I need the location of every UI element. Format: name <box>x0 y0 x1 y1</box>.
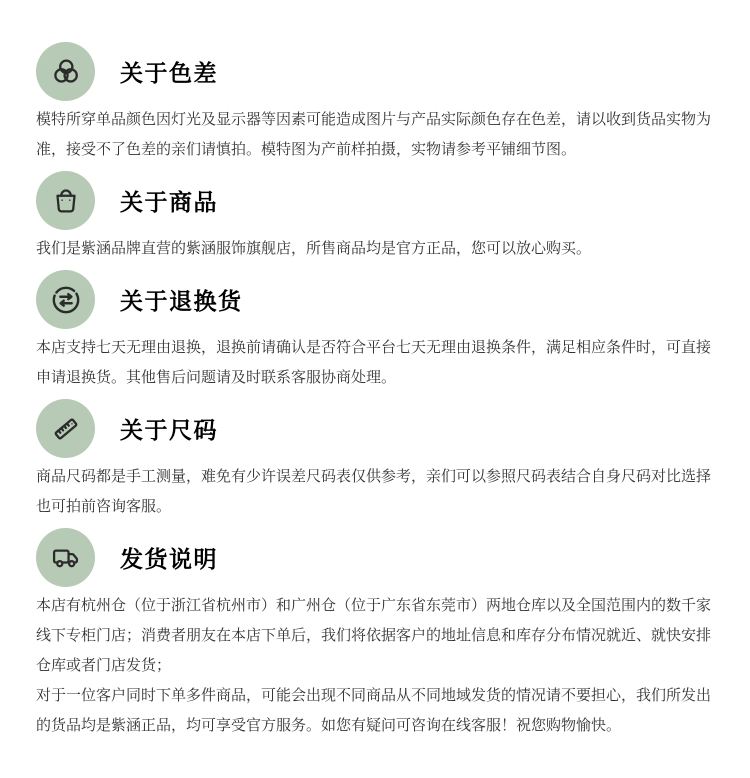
section-sizing <box>36 399 714 522</box>
icon-circle <box>36 528 95 587</box>
section-paragraph: 商品尺码都是手工测量，难免有少许误差尺码表仅供参考，亲们可以参照尺码表结合自身尺码对比选择也可拍前咨询客服。 <box>36 468 712 515</box>
section-title: 发货说明 <box>120 546 218 572</box>
ruler-icon <box>49 412 83 446</box>
section-paragraph: 本店支持七天无理由退换，退换前请确认是否符合平台七天无理由退换条件，满足相应条件时，可直接申请退换货。其他售后问题请及时联系客服协商处理。 <box>36 339 712 386</box>
section-title: 关于色差 <box>120 60 218 86</box>
section-shipping <box>36 528 714 741</box>
icon-circle <box>36 399 95 458</box>
section-paragraph: 我们是紫涵品牌直营的紫涵服饰旗舰店，所售商品均是官方正品，您可以放心购买。 <box>36 240 592 257</box>
shopping-bag-icon <box>49 184 83 218</box>
section-title: 关于商品 <box>120 189 218 215</box>
section-paragraph: 对于一位客户同时下单多件商品，可能会出现不同商品从不同地域发货的情况请不要担心，我们所发出的货品均是紫涵正品，均可享受官方服务。如您有疑问可咨询在线客服！祝您购物愉快。 <box>36 687 712 734</box>
section-body <box>36 462 714 522</box>
section-paragraph: 本店有杭州仓（位于浙江省杭州市）和广州仓（位于广东省东莞市）两地仓库以及全国范围内的数千家线下专柜门店；消费者朋友在本店下单后，我们将依据客户的地址信息和库存分布情况就近、就快安排仓库或者门店发货； <box>36 597 712 674</box>
color-circles-icon <box>49 55 83 89</box>
icon-circle <box>36 171 95 230</box>
section-header <box>36 270 714 329</box>
delivery-truck-icon <box>49 541 83 575</box>
section-body <box>36 234 714 264</box>
section-returns <box>36 270 714 393</box>
section-body <box>36 333 714 393</box>
section-header <box>36 528 714 587</box>
section-header <box>36 42 714 101</box>
section-color-difference <box>36 42 714 165</box>
section-title: 关于尺码 <box>120 417 218 443</box>
section-paragraph: 模特所穿单品颜色因灯光及显示器等因素可能造成图片与产品实际颜色存在色差，请以收到货品实物为准，接受不了色差的亲们请慎拍。模特图为产前样拍摄，实物请参考平铺细节图。 <box>36 111 712 158</box>
section-header <box>36 399 714 458</box>
exchange-arrows-icon <box>49 283 83 317</box>
icon-circle <box>36 42 95 101</box>
section-title: 关于退换货 <box>120 288 243 314</box>
icon-circle <box>36 270 95 329</box>
section-body <box>36 591 714 741</box>
section-header <box>36 171 714 230</box>
section-products <box>36 171 714 264</box>
section-body <box>36 105 714 165</box>
